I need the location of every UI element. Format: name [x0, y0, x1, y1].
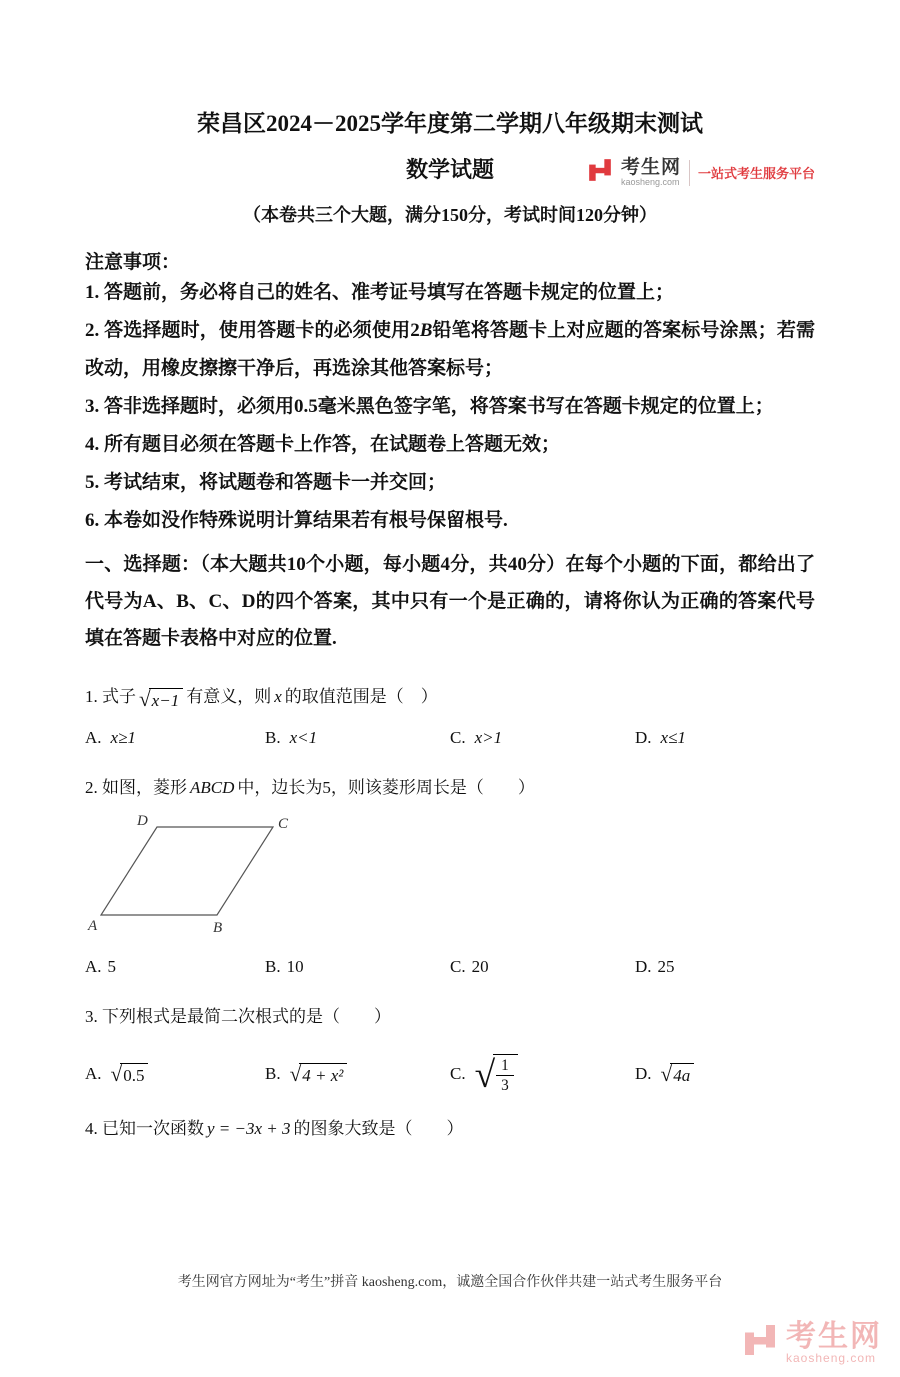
radical-sign: √: [110, 1062, 123, 1087]
fraction-denominator: 3: [501, 1077, 509, 1095]
option-d-value: x≤1: [660, 727, 686, 747]
option-d-label: D.: [635, 727, 652, 747]
option-d-label: D.: [635, 956, 652, 976]
q2-pre: 2. 如图，菱形: [85, 777, 187, 797]
option-d-value: 25: [657, 956, 675, 976]
option-c-label: C.: [450, 956, 466, 976]
footer-text: 考生网官方网址为“考生”拼音 kaosheng.com，诚邀全国合作伙伴共建一站式考生服务平台: [177, 1275, 723, 1290]
fraction: [493, 1054, 518, 1095]
option-d: [635, 957, 815, 977]
option-c-value: 20: [471, 956, 489, 976]
option-c: [450, 1054, 635, 1095]
option-c: [450, 728, 635, 748]
option-a-label: A.: [85, 956, 102, 976]
option-a-label: A.: [85, 727, 102, 747]
exam-page: [0, 105, 900, 1144]
vertex-label-b: B: [213, 919, 223, 936]
q4-post: 的图象大致是（ ）: [293, 1118, 464, 1138]
question-1-text: [85, 683, 815, 712]
option-a: [85, 1054, 265, 1095]
watermark-domain: kaosheng.com: [786, 1351, 877, 1366]
option-d: [635, 1054, 815, 1095]
option-c-label: C.: [450, 727, 466, 747]
rhombus-shape: [101, 827, 273, 915]
section-1-intro: 一、选择题：（本大题共10个小题，每小题4分，共40分）在每个小题的下面，都给出了代号为A、B、C、D的四个答案，其中只有一个是正确的，请将你认为正确的答案代号填在答题卡表格中对应的位置.: [85, 554, 815, 649]
option-a-value: x≥1: [110, 727, 136, 747]
vertex-label-c: C: [278, 815, 289, 832]
radical-sign: √: [660, 1062, 673, 1087]
q2-var: ABCD: [190, 777, 235, 797]
question-4-text: [85, 1115, 815, 1144]
sqrt-fraction-expression: [475, 1054, 518, 1095]
q4-pre: 4. 已知一次函数: [85, 1118, 204, 1138]
vertex-label-a: A: [88, 917, 98, 934]
question-1-options: [85, 728, 815, 748]
rhombus-figure: [87, 813, 297, 941]
notice-heading: 注意事项：: [85, 252, 181, 273]
exam-title: 荣昌区2024－2025学年度第二学期八年级期末测试: [197, 111, 703, 136]
option-b-label: B.: [265, 1064, 281, 1084]
notice-item-1: 1. 答题前，务必将自己的姓名、准考证号填写在答题卡规定的位置上；: [85, 282, 675, 303]
question-3-text: 3. 下列根式是最简二次根式的是（ ）: [85, 1006, 391, 1026]
question-2-text: [85, 774, 815, 803]
watermark-text: [786, 1321, 882, 1365]
notice-item-2: [85, 312, 815, 388]
q1-mid: 有意义，则: [186, 687, 272, 706]
logo-divider: [689, 160, 690, 186]
exam-subtitle: 数学试题: [405, 157, 494, 182]
logo-brand: 考生网: [620, 156, 681, 178]
q1-var: x: [274, 687, 282, 706]
radical-sign: √: [474, 1055, 496, 1097]
option-c-value: x>1: [474, 727, 503, 747]
fraction-numerator: 1: [496, 1057, 514, 1077]
option-a-label: A.: [85, 1064, 102, 1084]
radicand: 0.5: [120, 1063, 148, 1086]
option-d-label: D.: [635, 1064, 652, 1084]
option-b: [265, 957, 450, 977]
sqrt-expression: [661, 1063, 695, 1086]
notice-item-4: 4. 所有题目必须在答题卡上作答，在试题卷上答题无效；: [85, 434, 561, 455]
radicand: 4a: [670, 1063, 694, 1086]
option-b: [265, 728, 450, 748]
radical-sign: √: [289, 1062, 302, 1087]
vertex-label-d: D: [137, 812, 148, 829]
logo-tagline: 一站式考生服务平台: [697, 166, 815, 181]
sqrt-expression: [111, 1063, 149, 1086]
notice-item-2-var: B: [419, 320, 433, 341]
watermark-logo: [742, 1321, 882, 1365]
question-3: [85, 1003, 815, 1095]
option-a: [85, 957, 265, 977]
option-b: [265, 1054, 450, 1095]
option-a: [85, 728, 265, 748]
site-logo: [587, 157, 815, 188]
kaosheng-watermark-icon: [742, 1322, 778, 1363]
question-2: [85, 774, 815, 977]
option-b-label: B.: [265, 727, 281, 747]
q4-formula: y = −3x + 3: [207, 1118, 291, 1138]
option-b-value: x<1: [289, 727, 318, 747]
notice-item-3: 3. 答非选择题时，必须用0.5毫米黑色签字笔，将答案书写在答题卡规定的位置上；: [85, 396, 774, 417]
question-1: [85, 683, 815, 748]
question-2-options: [85, 957, 815, 977]
option-d: [635, 728, 815, 748]
radicand: x−1: [149, 688, 184, 711]
notice-item-2-post: 铅笔将答题卡上对应题的答案标号涂黑；若需改动，用橡皮擦擦干净后，再选涂其他答案标号；: [85, 320, 815, 379]
option-a-value: 5: [107, 956, 117, 976]
question-4: [85, 1115, 815, 1144]
q1-post: 的取值范围是（ ）: [284, 687, 438, 706]
option-c-label: C.: [450, 1064, 466, 1084]
logo-text: [621, 158, 681, 187]
q1-pre: 1. 式子: [85, 687, 136, 706]
q2-post: 中，边长为5，则该菱形周长是（ ）: [237, 777, 535, 797]
option-b-label: B.: [265, 956, 281, 976]
notice-item-2-pre: 2. 答选择题时，使用答题卡的必须使用2: [85, 320, 420, 341]
logo-domain: kaosheng.com: [620, 176, 680, 187]
kaosheng-logo-icon: [587, 157, 613, 188]
question-3-options: [85, 1054, 815, 1095]
sqrt-expression: [290, 1063, 348, 1086]
notice-item-6: 6. 本卷如没作特殊说明计算结果若有根号保留根号.: [85, 510, 508, 531]
option-b-value: 10: [286, 956, 304, 976]
radical-sign: √: [139, 687, 151, 711]
option-c: [450, 957, 635, 977]
exam-meta: （本卷共三个大题，满分150分，考试时间120分钟）: [243, 205, 657, 225]
watermark-brand: 考生网: [786, 1319, 882, 1353]
radicand: 4 + x²: [299, 1063, 347, 1086]
sqrt-expression: [139, 688, 183, 711]
notice-item-5: 5. 考试结束，将试题卷和答题卡一并交回；: [85, 472, 447, 493]
